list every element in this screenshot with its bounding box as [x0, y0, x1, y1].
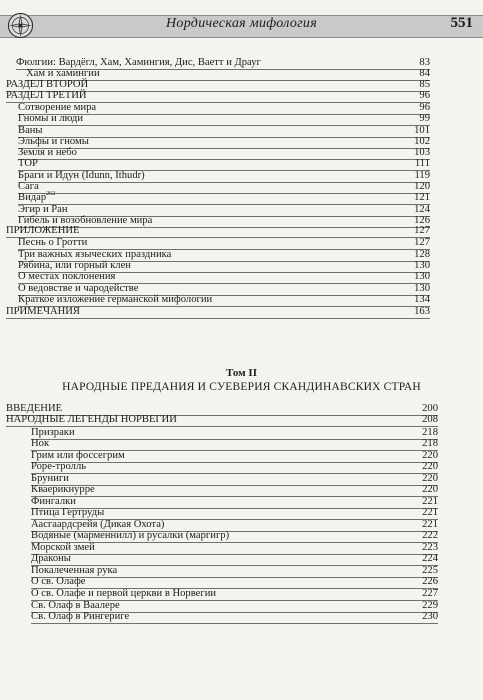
- toc-entry-title: ТОР: [18, 158, 38, 169]
- volume-title: НАРОДНЫЕ ПРЕДАНИЯ И СУЕВЕРИЯ СКАНДИНАВСКИХ СТРАН: [62, 381, 421, 393]
- toc-entry-page: 130: [414, 271, 430, 282]
- toc-entry-page: 220: [422, 473, 438, 484]
- toc-entry: [31, 610, 438, 624]
- toc-entry-page: 218: [422, 427, 438, 438]
- toc-entry-page: 119: [414, 170, 430, 181]
- toc-entry-page: 85: [419, 79, 430, 90]
- toc-entry-page: 229: [422, 600, 438, 611]
- toc-entry-title: Рябина, или горный клен: [18, 260, 131, 271]
- toc-entry-page: 84: [419, 68, 430, 79]
- toc-entry-title: Грим или фоссегрим: [31, 450, 125, 461]
- toc-entry-title: Роре-тролль: [31, 461, 87, 472]
- toc-entry-page: 102: [414, 136, 430, 147]
- toc-entry-title: Песнь о Гротти: [18, 237, 88, 248]
- toc-entry-page: 96: [419, 90, 430, 101]
- toc-entry-page: 230: [422, 611, 438, 622]
- toc-entry-page: 220: [422, 461, 438, 472]
- toc-entry-title: О ведовстве и чародействе: [18, 283, 139, 294]
- toc-entry-page: 221: [422, 519, 438, 530]
- toc-entry-page: 124: [414, 204, 430, 215]
- toc-entry-page: 222: [422, 530, 438, 541]
- toc-entry-title: Бруниги: [31, 473, 69, 484]
- toc-entry-page: 130: [414, 283, 430, 294]
- toc-entry-page: 120: [414, 181, 430, 192]
- toc-entry-title: Эльфы и гномы: [18, 136, 89, 147]
- toc-entry-page: 111: [414, 158, 430, 169]
- toc-entry-title: Нок: [31, 438, 50, 449]
- footnote-marker: 262: [46, 191, 56, 197]
- toc-entry-page: 103: [414, 147, 430, 158]
- toc-entry-page: 220: [422, 450, 438, 461]
- toc-entry-page: 200: [422, 403, 438, 414]
- toc-entry-title: О местах поклонения: [18, 271, 116, 282]
- toc-entry-title: Св. Олаф в Ваалере: [31, 600, 120, 611]
- page-number: 551: [450, 15, 473, 31]
- toc-entry-title: Покалеченная рука: [31, 565, 118, 576]
- toc-entry-title: Драконы: [31, 553, 71, 564]
- toc-entry-title: Сотворение мира: [18, 102, 97, 113]
- toc-entry-title: Кваерикнурре: [31, 484, 95, 495]
- toc-entry-title: Призраки: [31, 427, 75, 438]
- toc-entry-page: 227: [422, 588, 438, 599]
- toc-entry-page: 121: [414, 192, 430, 203]
- toc-entry-page: 134: [414, 294, 430, 305]
- toc-entry-title: Гномы и люди: [18, 113, 83, 124]
- toc-entry-page: 220: [422, 484, 438, 495]
- toc-entry-title: Птица Гертруды: [31, 507, 105, 518]
- toc-entry-page: 221: [422, 507, 438, 518]
- running-title: Нордическая мифология: [165, 16, 318, 31]
- toc-entry-page: 96: [419, 102, 430, 113]
- toc-entry-page: 208: [422, 414, 438, 425]
- toc-entry-page: 101: [414, 125, 430, 136]
- toc-entry-title: О св. Олафе и первой церкви в Норвегии: [31, 588, 217, 599]
- toc-entry-title: Водяные (марменнилл) и русалки (маргигр): [31, 530, 230, 541]
- toc-entry-title: РАЗДЕЛ ВТОРОЙ: [6, 79, 89, 90]
- toc-entry-title: Краткое изложение германской мифологии: [18, 294, 213, 305]
- toc-entry-title: Гибель и возобновление мира: [18, 215, 153, 226]
- toc-entry-title: Аасгаардсрейя (Дикая Охота): [31, 519, 165, 530]
- toc-entry-title: ВВЕДЕНИЕ: [6, 403, 63, 414]
- toc-entry-title: Сага: [18, 181, 39, 192]
- toc-entry-page: 83: [419, 57, 430, 68]
- toc-entry-title: Видар$^{262}$: [18, 191, 56, 203]
- toc-entry-title: Фингалки: [31, 496, 76, 507]
- toc-entry-page: 128: [414, 249, 430, 260]
- toc-entry-page: 99: [419, 113, 430, 124]
- toc-entry: [6, 305, 430, 319]
- toc-entry-title: НАРОДНЫЕ ЛЕГЕНДЫ НОРВЕГИИ: [6, 414, 177, 425]
- toc-entry-title: Эгир и Ран: [18, 204, 68, 215]
- toc-entry-page: 225: [422, 565, 438, 576]
- toc-entry-title: Морской змей: [31, 542, 95, 553]
- volume-heading: Том II: [226, 367, 257, 379]
- toc-entry-title: Земля и небо: [18, 147, 77, 158]
- toc-entry-page: 221: [422, 496, 438, 507]
- toc-entry-page: 224: [422, 553, 438, 564]
- toc-entry-title: Фюлгии: Вардёгл, Хам, Хамингия, Дис, Ваетт и Драуг: [16, 57, 261, 68]
- toc-entry-page: 226: [422, 576, 438, 587]
- toc-entry: [6, 413, 438, 427]
- toc-entry-page: 127: [414, 237, 430, 248]
- toc-entry-page: 130: [414, 260, 430, 271]
- toc-entry-page: 127: [414, 225, 430, 236]
- toc-entry-page: 163: [414, 306, 430, 317]
- toc-entry-title: Св. Олаф в Рингериге: [31, 611, 130, 622]
- toc-entry-title: ПРИЛОЖЕНИЕ: [6, 225, 80, 236]
- toc-entry-page: 126: [414, 215, 430, 226]
- toc-entry-title: Браги и Идун (Idunn, Ithudr): [18, 170, 145, 181]
- toc-entry-title: Хам и хамингии: [26, 68, 100, 79]
- toc-entry-page: 223: [422, 542, 438, 553]
- toc-entry-title: ПРИМЕЧАНИЯ: [6, 306, 80, 317]
- toc-entry-title: О св. Олафе: [31, 576, 86, 587]
- toc-entry-page: 218: [422, 438, 438, 449]
- toc-entry-title: Три важных языческих праздника: [18, 249, 172, 260]
- toc-entry-title: РАЗДЕЛ ТРЕТИЙ: [6, 90, 87, 101]
- toc-entry-title: Ваны: [18, 125, 43, 136]
